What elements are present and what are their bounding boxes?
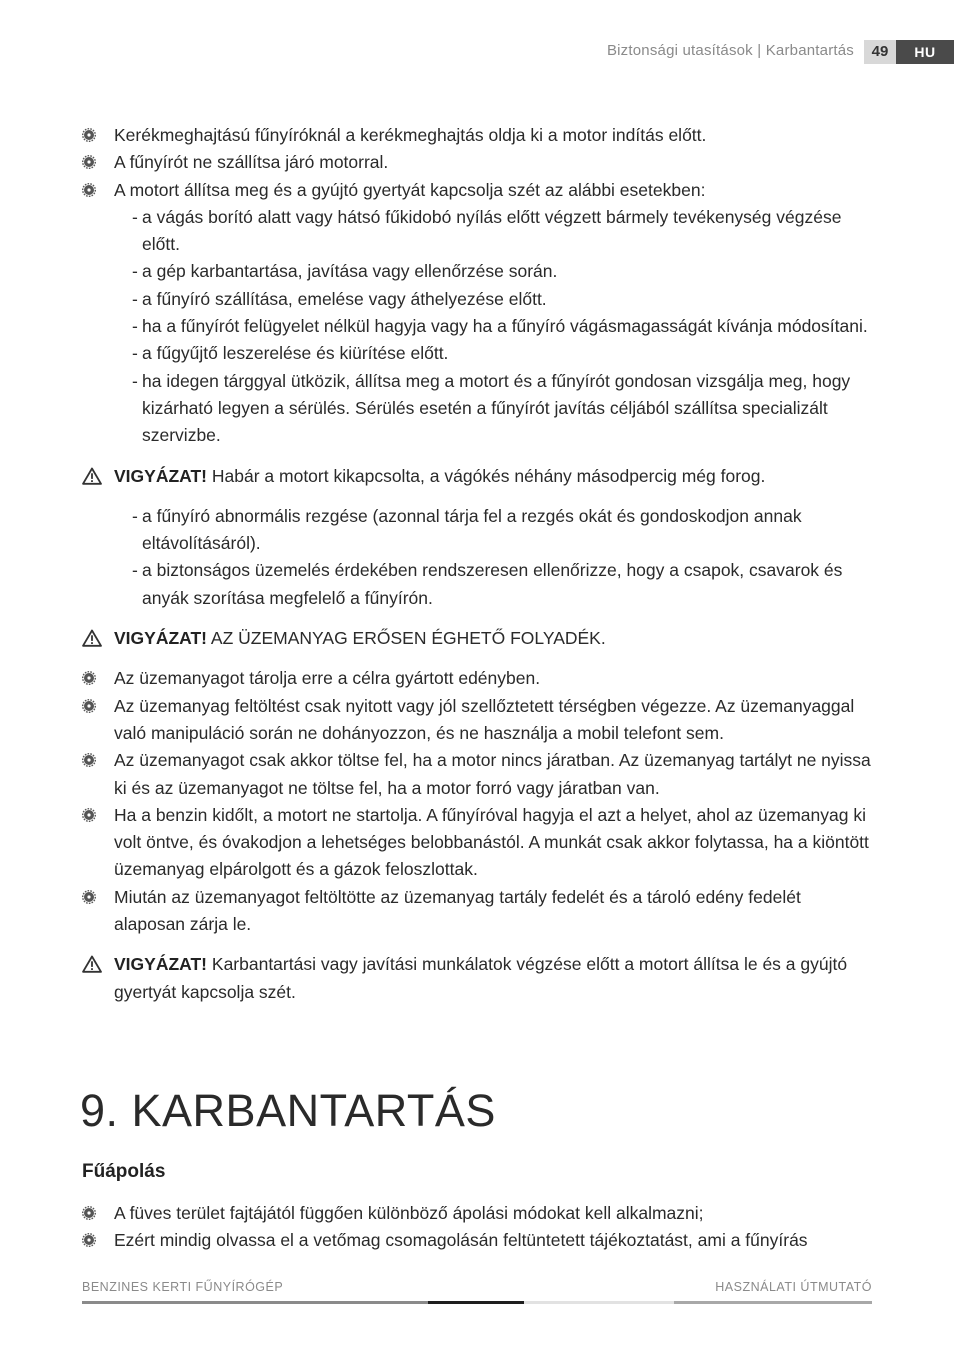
sub-item: - ha a fűnyírót felügyelet nélkül hagyja vagy ha a fűnyíró vágásmagasságát kívánja módosítani. (132, 316, 868, 337)
warning-triangle-icon (82, 955, 102, 973)
list-item (82, 747, 874, 802)
sub-item-text: ha a fűnyírót felügyelet nélkül hagyja vagy ha a fűnyíró vágásmagasságát kívánja módosítani. (142, 316, 868, 337)
warning-triangle-icon (82, 467, 102, 485)
sub-item: - ha idegen tárggyal ütközik, állítsa meg a motort és a fűnyírót gondosan vizsgálja meg, hogy kizárható legyen a sérülés. Sérülés esetén a fűnyírót javítás céljából szállítsa specializált szervizbe. (132, 370, 851, 446)
sub-item-text: ha idegen tárggyal ütközik, állítsa meg a motort és a fűnyírót gondosan vizsgálja meg, hogy kizárható legyen a sérülés. Sérülés esetén a fűnyírót javítás céljából szállítsa specializált szervizbe. (142, 370, 851, 446)
footer-product: BENZINES KERTI FŰNYÍRÓGÉP (82, 1280, 284, 1294)
list-item-text: Ezért mindig olvassa el a vetőmag csomagolásán feltüntetett tájékoztatást, ami a fűnyírás (114, 1230, 808, 1251)
list-item-text: A motort állítsa meg és a gyújtó gyertyát kapcsolja szét az alábbi esetekben: (114, 179, 706, 200)
sub-item-text: a vágás borító alatt vagy hátsó fűkidobó nyílás előtt végzett bármely tevékenység végzése előtt. (142, 206, 842, 255)
footer-doc-type: HASZNÁLATI ÚTMUTATÓ (715, 1280, 872, 1294)
warning-note (82, 625, 874, 652)
list-item (82, 1200, 874, 1227)
warning-label: VIGYÁZAT! (114, 465, 208, 486)
gear-bullet-icon (82, 1233, 96, 1247)
list-item (82, 802, 874, 884)
warning-note (82, 951, 874, 1006)
header-section-text: Biztonsági utasítások | Karbantartás (606, 42, 854, 59)
list-item-text: Az üzemanyagot csak akkor töltse fel, ha a motor nincs járatban. Az üzemanyag tartályt ne nyissa ki és az üzemanyagot ne töltse fel, ha a motor forró vagy járatban van. (114, 750, 871, 798)
warning-triangle-icon (82, 629, 102, 647)
sub-item-text: a gép karbantartása, javítása vagy ellenőrzése során. (142, 261, 558, 282)
footer-rule-accent (428, 1301, 524, 1304)
safety-content (82, 122, 874, 1019)
footer-rule-left (82, 1301, 428, 1304)
list-item (82, 665, 874, 692)
list-item (82, 1227, 874, 1254)
sub-item: - a fűgyűjtő leszerelése és kiürítése előtt. (132, 343, 449, 364)
list-item-text: A fűnyírót ne szállítsa járó motorral. (114, 152, 389, 173)
gear-bullet-icon (82, 699, 96, 713)
sub-item-text: a fűnyíró abnormális rezgése (azonnal tárja fel a rezgés okát és gondoskodjon annak eltávolításáról). (142, 505, 802, 554)
warning-text: Habár a motort kikapcsolta, a vágókés néhány másodpercig még forog. (211, 465, 766, 486)
list-item-text: Miután az üzemanyagot feltöltötte az üzemanyag tartály fedelét és a tároló edény fedelét alaposan zárja le. (114, 886, 801, 935)
gear-bullet-icon (82, 808, 96, 822)
gear-bullet-icon (82, 1206, 96, 1220)
list-item-text: Az üzemanyagot tárolja erre a célra gyártott edényben. (114, 668, 541, 689)
list-item (82, 693, 874, 748)
list-item-text: Az üzemanyag feltöltést csak nyitott vagy jól szellőztetett térségben végezze. Az üzemanyaggal való manipuláció során ne dohányozzon, és ne használja a mobil telefont sem. (114, 695, 855, 743)
list-item-text: A füves terület fajtájától függően különböző ápolási módokat kell alkalmazni; (114, 1203, 704, 1223)
subsection-title: Fűápolás (82, 1161, 166, 1182)
sub-item: - a fűnyíró szállítása, emelése vagy áthelyezése előtt. (132, 288, 547, 309)
list-item-text: Ha a benzin kidőlt, a motort ne startolja. A fűnyíróval hagyja el azt a helyet, ahol az üzemanyag ki volt öntve, és óvakodjon a lehetséges belobbanástól. A munkát csak akkor folytassa, ha a kiöntött üzemanyag elpárolgott és a gázok feloszlottak. (114, 804, 869, 880)
gear-bullet-icon (82, 183, 96, 197)
sub-item: - a gép karbantartása, javítása vagy ellenőrzése során. (132, 261, 558, 282)
sub-item: - a biztonságos üzemelés érdekében rendszeresen ellenőrizze, hogy a csapok, csavarok és anyák szorítása megfelelő a fűnyírón. (132, 560, 843, 608)
list-item (82, 884, 874, 939)
gear-bullet-icon (82, 155, 96, 169)
list-item (82, 122, 874, 149)
sub-item-text: a fűgyűjtő leszerelése és kiürítése előtt. (142, 343, 449, 364)
gear-bullet-icon (82, 890, 96, 904)
section-title: 9. KARBANTARTÁS (80, 1085, 496, 1136)
gear-bullet-icon (82, 671, 96, 685)
footer-rule-mid (524, 1301, 674, 1304)
warning-note (82, 463, 874, 490)
sub-item-text: a fűnyíró szállítása, emelése vagy áthelyezése előtt. (142, 288, 547, 309)
list-item-text: Kerékmeghajtású fűnyíróknál a kerékmeghajtás oldja ki a motor indítás előtt. (114, 125, 707, 145)
gear-bullet-icon (82, 753, 96, 767)
language-tag: HU (896, 40, 954, 64)
footer-rule-right (674, 1301, 872, 1304)
sub-item: - a vágás borító alatt vagy hátsó fűkidobó nyílás előtt végzett bármely tevékenység végzése előtt. (132, 206, 842, 255)
warning-text: Karbantartási vagy javítási munkálatok végzése előtt a motort állítsa le és a gyújtó gyertyát kapcsolja szét. (114, 954, 848, 1002)
gear-bullet-icon (82, 128, 96, 142)
page-number: 49 (864, 40, 896, 64)
list-item (82, 149, 874, 176)
list-item (82, 177, 874, 204)
warning-label: VIGYÁZAT! (114, 628, 208, 649)
sub-item: - a fűnyíró abnormális rezgése (azonnal tárja fel a rezgés okát és gondoskodjon annak eltávolításáról). (132, 505, 802, 554)
warning-text: AZ ÜZEMANYAG ERŐSEN ÉGHETŐ FOLYADÉK. (210, 628, 606, 649)
sub-item-text: a biztonságos üzemelés érdekében rendszeresen ellenőrizze, hogy a csapok, csavarok és anyák szorítása megfelelő a fűnyírón. (142, 560, 843, 608)
maintenance-content (82, 1200, 874, 1255)
warning-label: VIGYÁZAT! (114, 954, 208, 975)
